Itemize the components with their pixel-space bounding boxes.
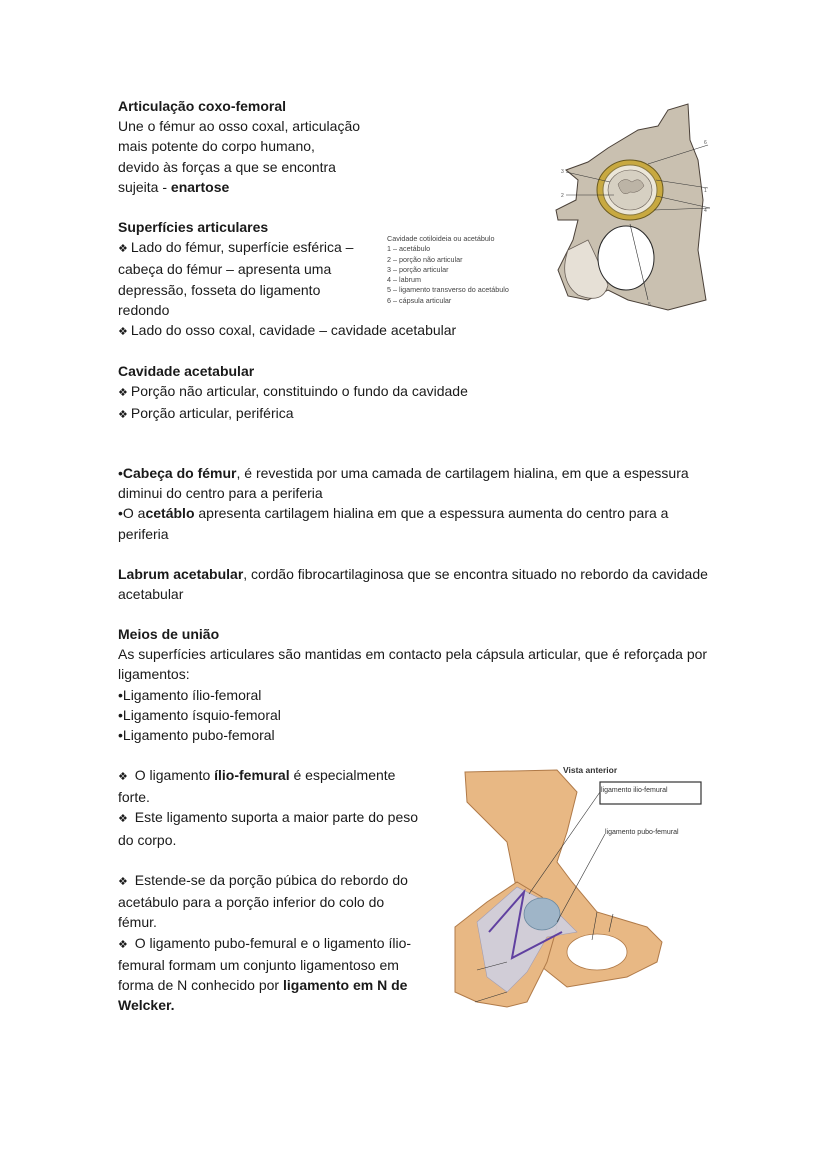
svg-text:3: 3: [561, 169, 564, 175]
svg-text:4: 4: [704, 208, 707, 214]
section-cavidade: [118, 361, 468, 426]
bullet-item: ❖ Porção não articular, constituindo o fundo da cavidade: [118, 383, 468, 400]
bullet-item: ❖ O ligamento ílio-femural é especialmente: [118, 767, 396, 783]
text-line: mais potente do corpo humano,: [118, 138, 315, 155]
diamond-bullet-icon: ❖: [118, 813, 128, 826]
legend-item: 5 – ligamento transverso do acetábulo: [387, 285, 509, 295]
legend-item: 4 – labrum: [387, 275, 421, 285]
section-ligamentos-detalhe: [118, 765, 418, 1015]
heading-superficies: Superfícies articulares: [118, 219, 269, 235]
text-line: forte.: [118, 789, 150, 806]
heading-articulacao: Articulação coxo-femoral: [118, 98, 287, 114]
text-line: do corpo.: [118, 831, 177, 848]
text-line: acetabular: [118, 586, 184, 603]
text-line: As superfícies articulares são mantidas em contacto pela cápsula articular, que é reforçada por: [118, 646, 708, 663]
legend-item: 6 – cápsula articular: [387, 295, 452, 305]
text-line: sujeita - enartose: [118, 178, 230, 195]
bullet-item: ❖ O ligamento pubo-femural e o ligamento ílio-: [118, 934, 412, 951]
text-line: Labrum acetabular, cordão fibrocartilaginosa que se encontra situado no rebordo da cavidade: [118, 566, 708, 582]
bullet-item: ❖ Este ligamento suporta a maior parte do peso: [118, 809, 419, 826]
bullet-item: ❖ Lado do osso coxal, cavidade – cavidade acetabular: [118, 322, 457, 339]
svg-text:1: 1: [704, 188, 707, 194]
bullet-item: •Ligamento ílio-femoral: [118, 686, 262, 703]
text-line: redondo: [118, 301, 170, 318]
section-articulacao: [118, 96, 360, 197]
bullet-item: •Ligamento ísquio-femoral: [118, 706, 281, 723]
section-cartilagem: [118, 463, 689, 544]
diamond-bullet-icon: ❖: [118, 243, 128, 256]
text-line: devido às forças a que se encontra: [118, 158, 336, 175]
text-line: Welcker.: [118, 997, 175, 1014]
acetabulum-legend: [387, 234, 509, 306]
text-line: cabeça do fémur – apresenta uma: [118, 261, 332, 278]
text-line: depressão, fosseta do ligamento: [118, 281, 321, 298]
heading-cavidade: Cavidade acetabular: [118, 363, 255, 379]
bullet-item: ❖ Lado do fémur, superfície esférica –: [118, 239, 354, 256]
diamond-bullet-icon: ❖: [118, 326, 128, 339]
acetabulum-illustration-icon: [548, 100, 710, 316]
heading-meios-uniao: Meios de união: [118, 626, 220, 642]
figure-view-title: Vista anterior: [563, 765, 618, 775]
text-line: femural formam um conjunto ligamentoso em: [118, 956, 399, 973]
text-line: ligamentos:: [118, 666, 190, 683]
text-line: Une o fémur ao osso coxal, articulação: [118, 118, 361, 135]
label-pubo-femural: ligamento pubo-femural: [605, 829, 679, 836]
text-line: fémur.: [118, 914, 157, 931]
section-meios-uniao: [118, 624, 707, 745]
text-line: acetábulo para a porção inferior do colo do: [118, 894, 385, 911]
text-line: forma de N conhecido por ligamento em N de: [118, 977, 408, 994]
text-line: periferia: [118, 525, 169, 542]
text-line: diminui do centro para a periferia: [118, 485, 323, 502]
diamond-bullet-icon: ❖: [118, 876, 128, 889]
bullet-item: •Ligamento pubo-femoral: [118, 727, 275, 744]
legend-item: 2 – porção não articular: [387, 254, 463, 264]
hip-ligaments-figure: [447, 762, 713, 1012]
svg-text:6: 6: [704, 140, 707, 146]
diamond-bullet-icon: ❖: [118, 409, 128, 422]
diamond-bullet-icon: ❖: [118, 771, 128, 783]
bullet-item: ❖ Estende-se da porção púbica do rebordo do: [118, 872, 408, 889]
bullet-item: •O acetáblo apresenta cartilagem hialina em que a espessura aumenta do centro para a: [118, 505, 669, 522]
diamond-bullet-icon: ❖: [118, 387, 128, 400]
bullet-item: ❖ Porção articular, periférica: [118, 405, 294, 422]
section-labrum: [118, 564, 708, 604]
hip-anterior-illustration-icon: [447, 762, 713, 1012]
legend-item: 3 – porção articular: [387, 264, 449, 274]
svg-text:5: 5: [648, 302, 651, 308]
legend-item: 1 – acetábulo: [387, 244, 431, 254]
legend-title: Cavidade cotiloideia ou acetábulo: [387, 234, 495, 243]
label-ilio-femural: ligamento ilio-femural: [601, 787, 668, 794]
diamond-bullet-icon: ❖: [118, 938, 128, 951]
bullet-item: •Cabeça do fémur, é revestida por uma camada de cartilagem hialina, em que a espessura: [118, 465, 689, 481]
acetabulum-figure: [548, 100, 710, 316]
svg-text:2: 2: [561, 193, 564, 199]
